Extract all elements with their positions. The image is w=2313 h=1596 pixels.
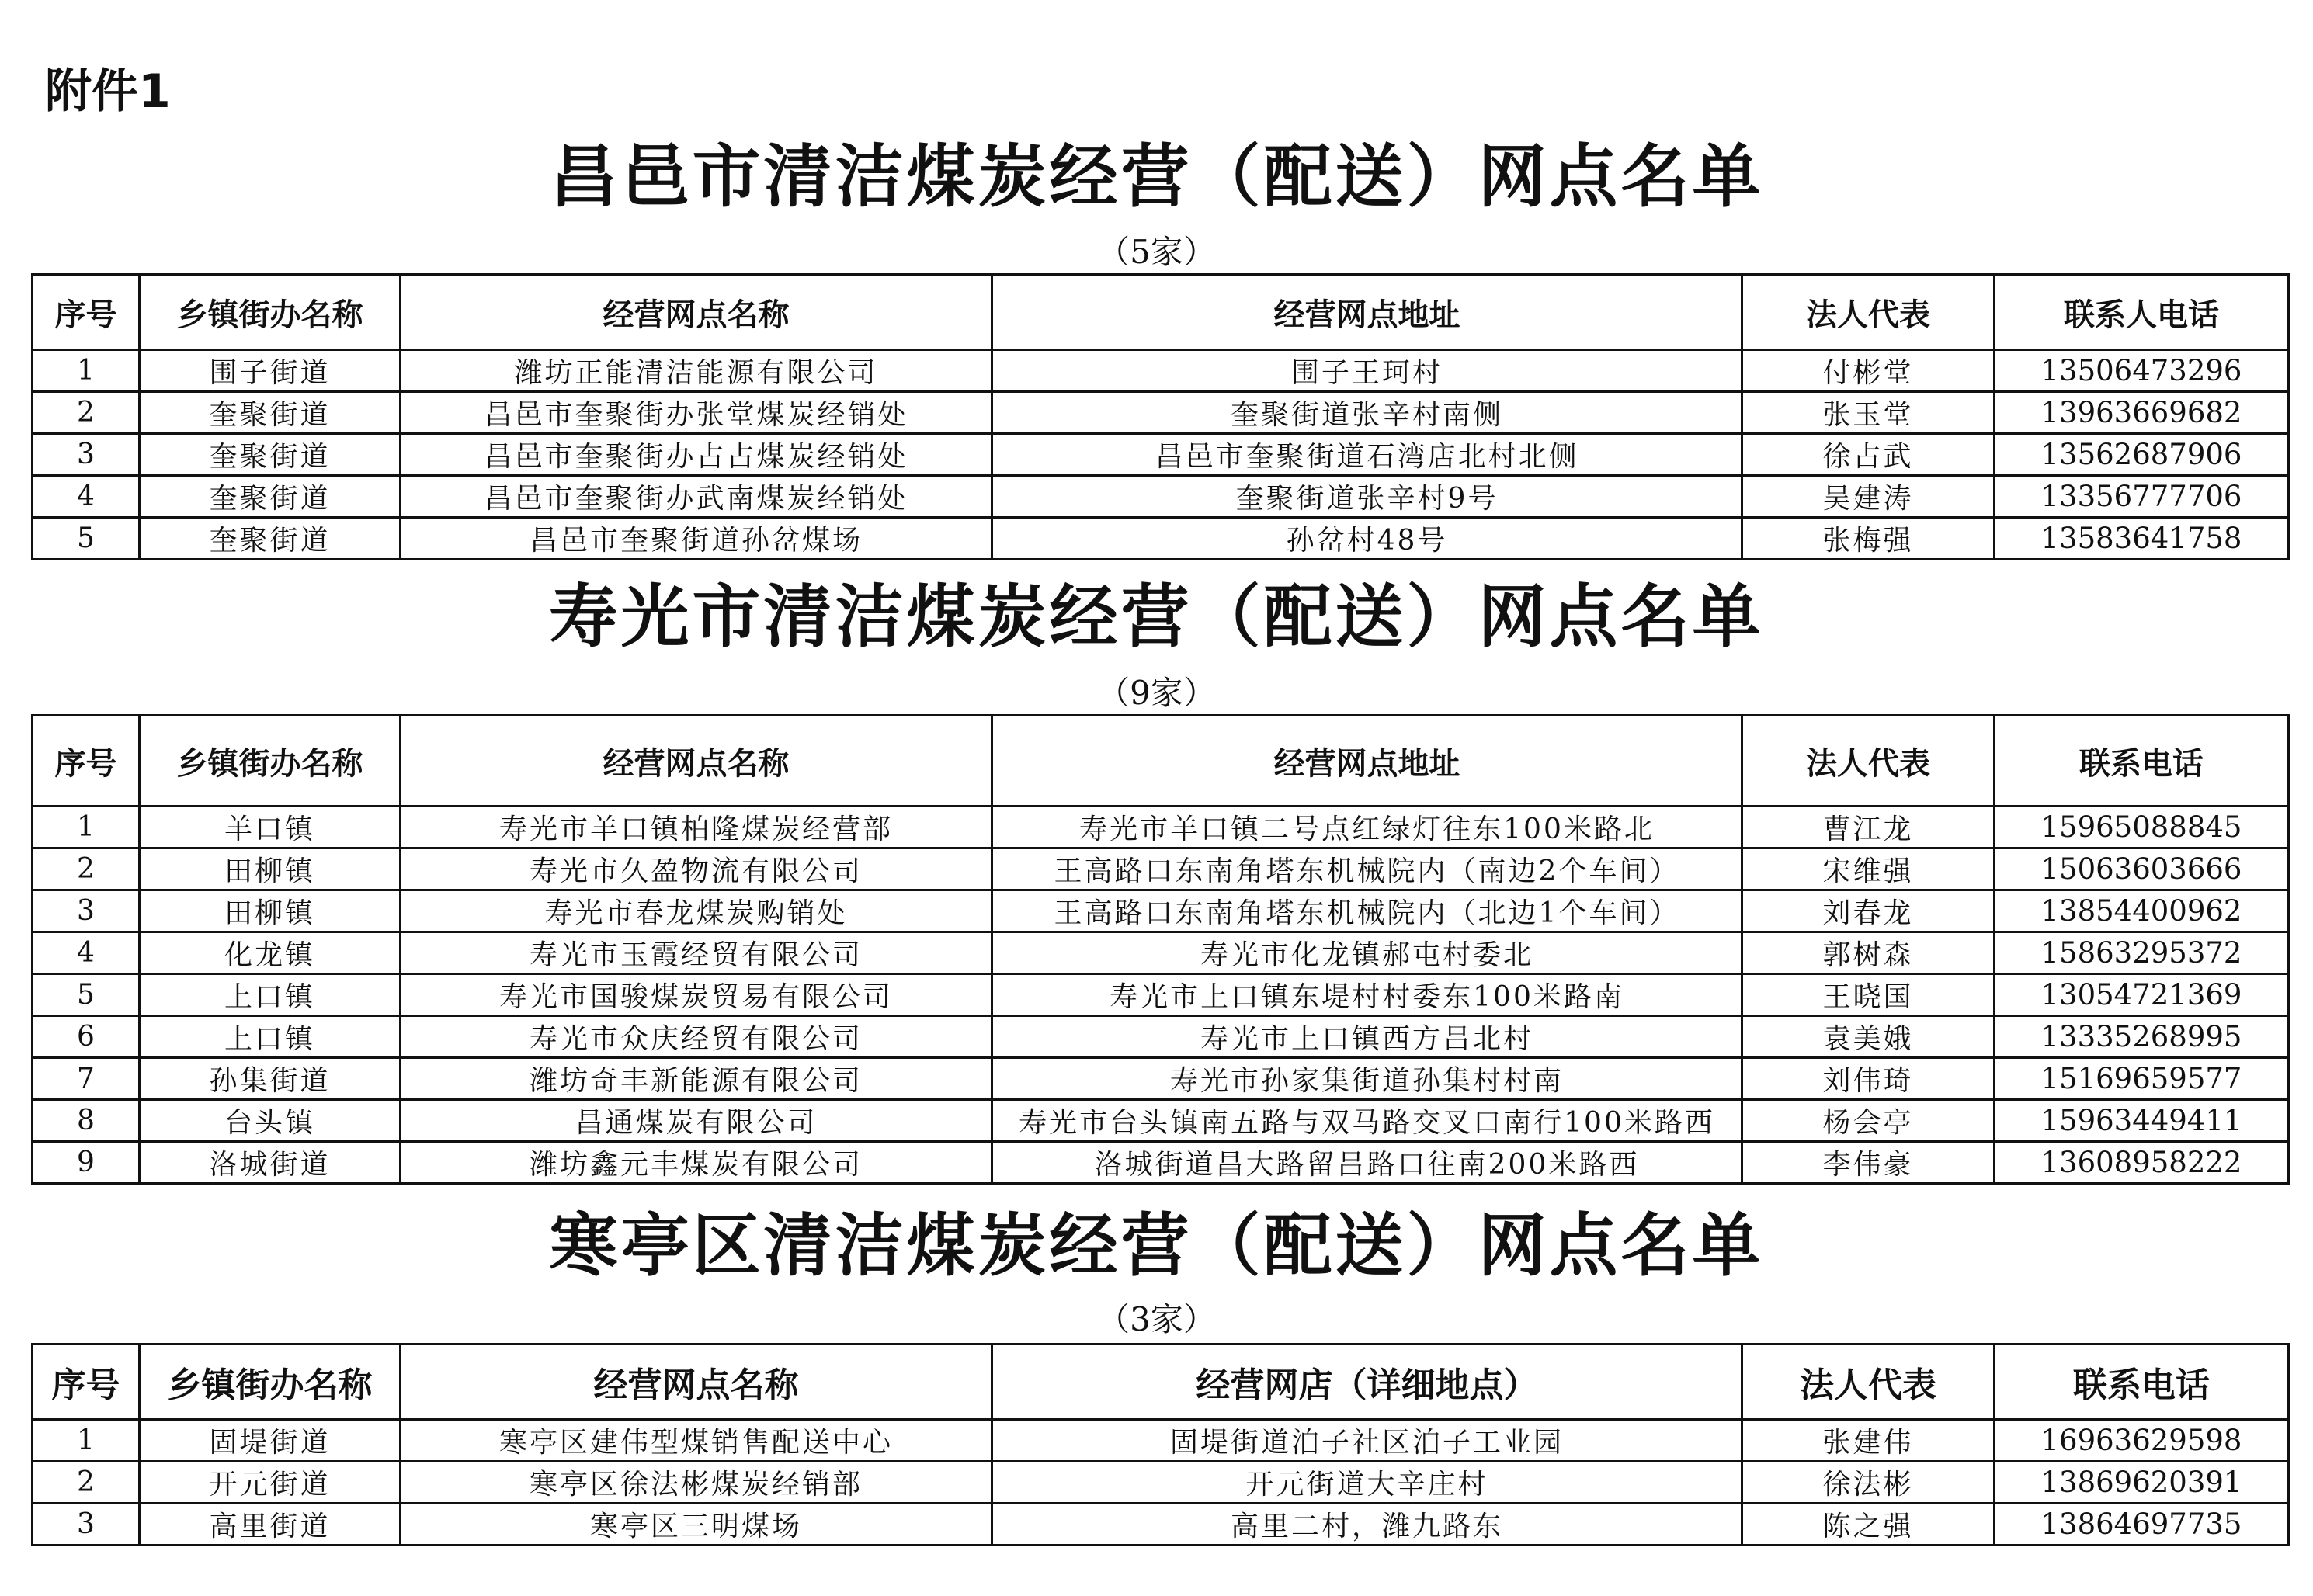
table-row [33, 518, 2289, 560]
legal-rep-cell: 曹江龙 [1742, 807, 1995, 848]
township-cell: 洛城街道 [140, 1142, 401, 1184]
table-row [33, 1462, 2289, 1504]
township-cell: 羊口镇 [140, 807, 401, 848]
dealer-name-cell: 昌邑市奎聚街办武南煤炭经销处 [401, 476, 992, 518]
address-cell: 昌邑市奎聚街道石湾店北村北侧 [992, 434, 1742, 476]
index-cell: 9 [33, 1142, 140, 1184]
phone-cell: 13335268995 [1995, 1016, 2289, 1058]
dealer-name-cell: 寒亭区建伟型煤销售配送中心 [401, 1420, 992, 1462]
dealer-name-cell: 寿光市众庆经贸有限公司 [401, 1016, 992, 1058]
table-row [33, 1058, 2289, 1100]
column-header: 乡镇街办名称 [140, 716, 401, 807]
column-header: 联系电话 [1995, 1344, 2289, 1420]
phone-cell: 16963629598 [1995, 1420, 2289, 1462]
address-cell: 寿光市上口镇东堤村村委东100米路南 [992, 974, 1742, 1016]
township-cell: 开元街道 [140, 1462, 401, 1504]
index-cell: 8 [33, 1100, 140, 1142]
phone-cell: 13562687906 [1995, 434, 2289, 476]
column-header: 联系人电话 [1995, 275, 2289, 350]
column-header: 经营网点名称 [401, 275, 992, 350]
table-row [33, 932, 2289, 974]
township-cell: 奎聚街道 [140, 518, 401, 560]
dealer-table-hanting [31, 1343, 2290, 1546]
address-cell: 寿光市羊口镇二号点红绿灯往东100米路北 [992, 807, 1742, 848]
column-header: 法人代表 [1742, 716, 1995, 807]
address-cell: 寿光市孙家集街道孙集村村南 [992, 1058, 1742, 1100]
index-cell: 3 [33, 1504, 140, 1546]
index-cell: 2 [33, 392, 140, 434]
phone-cell: 13869620391 [1995, 1462, 2289, 1504]
index-cell: 5 [33, 974, 140, 1016]
table-row [33, 974, 2289, 1016]
column-header: 经营网点名称 [401, 716, 992, 807]
legal-rep-cell: 郭树森 [1742, 932, 1995, 974]
address-cell: 开元街道大辛庄村 [992, 1462, 1742, 1504]
phone-cell: 13963669682 [1995, 392, 2289, 434]
legal-rep-cell: 陈之强 [1742, 1504, 1995, 1546]
address-cell: 寿光市台头镇南五路与双马路交叉口南行100米路西 [992, 1100, 1742, 1142]
index-cell: 2 [33, 848, 140, 890]
dealer-table-shouguang [31, 714, 2290, 1185]
legal-rep-cell: 徐法彬 [1742, 1462, 1995, 1504]
column-header: 法人代表 [1742, 1344, 1995, 1420]
column-header: 序号 [33, 1344, 140, 1420]
legal-rep-cell: 杨会亭 [1742, 1100, 1995, 1142]
index-cell: 6 [33, 1016, 140, 1058]
column-header: 法人代表 [1742, 275, 1995, 350]
legal-rep-cell: 王晓国 [1742, 974, 1995, 1016]
township-cell: 奎聚街道 [140, 392, 401, 434]
legal-rep-cell: 吴建涛 [1742, 476, 1995, 518]
address-cell: 寿光市上口镇西方吕北村 [992, 1016, 1742, 1058]
legal-rep-cell: 宋维强 [1742, 848, 1995, 890]
legal-rep-cell: 付彬堂 [1742, 350, 1995, 392]
phone-cell: 13506473296 [1995, 350, 2289, 392]
index-cell: 1 [33, 1420, 140, 1462]
dealer-name-cell: 寒亭区徐法彬煤炭经销部 [401, 1462, 992, 1504]
township-cell: 奎聚街道 [140, 476, 401, 518]
table-row [33, 1016, 2289, 1058]
legal-rep-cell: 袁美娥 [1742, 1016, 1995, 1058]
index-cell: 3 [33, 434, 140, 476]
township-cell: 化龙镇 [140, 932, 401, 974]
table-row [33, 434, 2289, 476]
dealer-name-cell: 潍坊鑫元丰煤炭有限公司 [401, 1142, 992, 1184]
table-row [33, 890, 2289, 932]
phone-cell: 13854400962 [1995, 890, 2289, 932]
dealer-name-cell: 潍坊奇丰新能源有限公司 [401, 1058, 992, 1100]
township-cell: 田柳镇 [140, 848, 401, 890]
dealer-name-cell: 昌通煤炭有限公司 [401, 1100, 992, 1142]
dealer-name-cell: 寿光市羊口镇柏隆煤炭经营部 [401, 807, 992, 848]
township-cell: 上口镇 [140, 974, 401, 1016]
address-cell: 围子王珂村 [992, 350, 1742, 392]
dealer-name-cell: 寒亭区三明煤场 [401, 1504, 992, 1546]
legal-rep-cell: 徐占武 [1742, 434, 1995, 476]
address-cell: 奎聚街道张辛村南侧 [992, 392, 1742, 434]
column-header: 经营网点地址 [992, 716, 1742, 807]
dealer-name-cell: 潍坊正能清洁能源有限公司 [401, 350, 992, 392]
table-row [33, 350, 2289, 392]
phone-cell: 13864697735 [1995, 1504, 2289, 1546]
index-cell: 2 [33, 1462, 140, 1504]
table-row [33, 392, 2289, 434]
index-cell: 4 [33, 476, 140, 518]
table-row [33, 807, 2289, 848]
column-header: 乡镇街办名称 [140, 275, 401, 350]
legal-rep-cell: 刘伟琦 [1742, 1058, 1995, 1100]
table-row [33, 1142, 2289, 1184]
address-cell: 高里二村，潍九路东 [992, 1504, 1742, 1546]
index-cell: 3 [33, 890, 140, 932]
section-title-shouguang: 寿光市清洁煤炭经营（配送）网点名单 [549, 576, 1764, 657]
phone-cell: 13054721369 [1995, 974, 2289, 1016]
phone-cell: 15863295372 [1995, 932, 2289, 974]
address-cell: 孙岔村48号 [992, 518, 1742, 560]
township-cell: 围子街道 [140, 350, 401, 392]
address-cell: 寿光市化龙镇郝屯村委北 [992, 932, 1742, 974]
index-cell: 4 [33, 932, 140, 974]
column-header: 经营网店（详细地点） [992, 1344, 1742, 1420]
attachment-label: 附件1 [45, 64, 171, 119]
table-header-row [33, 716, 2289, 807]
address-cell: 奎聚街道张辛村9号 [992, 476, 1742, 518]
township-cell: 高里街道 [140, 1504, 401, 1546]
address-cell: 固堤街道泊子社区泊子工业园 [992, 1420, 1742, 1462]
table-row [33, 1100, 2289, 1142]
township-cell: 奎聚街道 [140, 434, 401, 476]
legal-rep-cell: 张梅强 [1742, 518, 1995, 560]
section-title-hanting: 寒亭区清洁煤炭经营（配送）网点名单 [549, 1205, 1764, 1285]
table-header-row [33, 275, 2289, 350]
dealer-table-changyi [31, 273, 2290, 560]
dealer-name-cell: 昌邑市奎聚街办占占煤炭经销处 [401, 434, 992, 476]
township-cell: 田柳镇 [140, 890, 401, 932]
township-cell: 上口镇 [140, 1016, 401, 1058]
section-title-changyi: 昌邑市清洁煤炭经营（配送）网点名单 [549, 136, 1764, 217]
address-cell: 王高路口东南角塔东机械院内（北边1个车间） [992, 890, 1742, 932]
table-row [33, 1420, 2289, 1462]
township-cell: 固堤街道 [140, 1420, 401, 1462]
dealer-name-cell: 昌邑市奎聚街办张堂煤炭经销处 [401, 392, 992, 434]
table-row [33, 848, 2289, 890]
dealer-name-cell: 寿光市春龙煤炭购销处 [401, 890, 992, 932]
index-cell: 7 [33, 1058, 140, 1100]
column-header: 乡镇街办名称 [140, 1344, 401, 1420]
table-row [33, 1504, 2289, 1546]
section-count-changyi: （5家） [1097, 233, 1216, 271]
index-cell: 1 [33, 807, 140, 848]
index-cell: 5 [33, 518, 140, 560]
column-header: 联系电话 [1995, 716, 2289, 807]
legal-rep-cell: 张建伟 [1742, 1420, 1995, 1462]
phone-cell: 13608958222 [1995, 1142, 2289, 1184]
legal-rep-cell: 刘春龙 [1742, 890, 1995, 932]
phone-cell: 15063603666 [1995, 848, 2289, 890]
phone-cell: 13356777706 [1995, 476, 2289, 518]
column-header: 序号 [33, 716, 140, 807]
township-cell: 台头镇 [140, 1100, 401, 1142]
phone-cell: 15965088845 [1995, 807, 2289, 848]
dealer-name-cell: 寿光市玉霞经贸有限公司 [401, 932, 992, 974]
legal-rep-cell: 李伟豪 [1742, 1142, 1995, 1184]
table-header-row [33, 1344, 2289, 1420]
column-header: 序号 [33, 275, 140, 350]
column-header: 经营网点地址 [992, 275, 1742, 350]
phone-cell: 13583641758 [1995, 518, 2289, 560]
phone-cell: 15169659577 [1995, 1058, 2289, 1100]
phone-cell: 15963449411 [1995, 1100, 2289, 1142]
section-count-shouguang: （9家） [1097, 674, 1216, 712]
section-count-hanting: （3家） [1097, 1300, 1216, 1338]
table-row [33, 476, 2289, 518]
dealer-name-cell: 寿光市久盈物流有限公司 [401, 848, 992, 890]
legal-rep-cell: 张玉堂 [1742, 392, 1995, 434]
column-header: 经营网点名称 [401, 1344, 992, 1420]
address-cell: 洛城街道昌大路留吕路口往南200米路西 [992, 1142, 1742, 1184]
dealer-name-cell: 寿光市国骏煤炭贸易有限公司 [401, 974, 992, 1016]
township-cell: 孙集街道 [140, 1058, 401, 1100]
dealer-name-cell: 昌邑市奎聚街道孙岔煤场 [401, 518, 992, 560]
index-cell: 1 [33, 350, 140, 392]
address-cell: 王高路口东南角塔东机械院内（南边2个车间） [992, 848, 1742, 890]
